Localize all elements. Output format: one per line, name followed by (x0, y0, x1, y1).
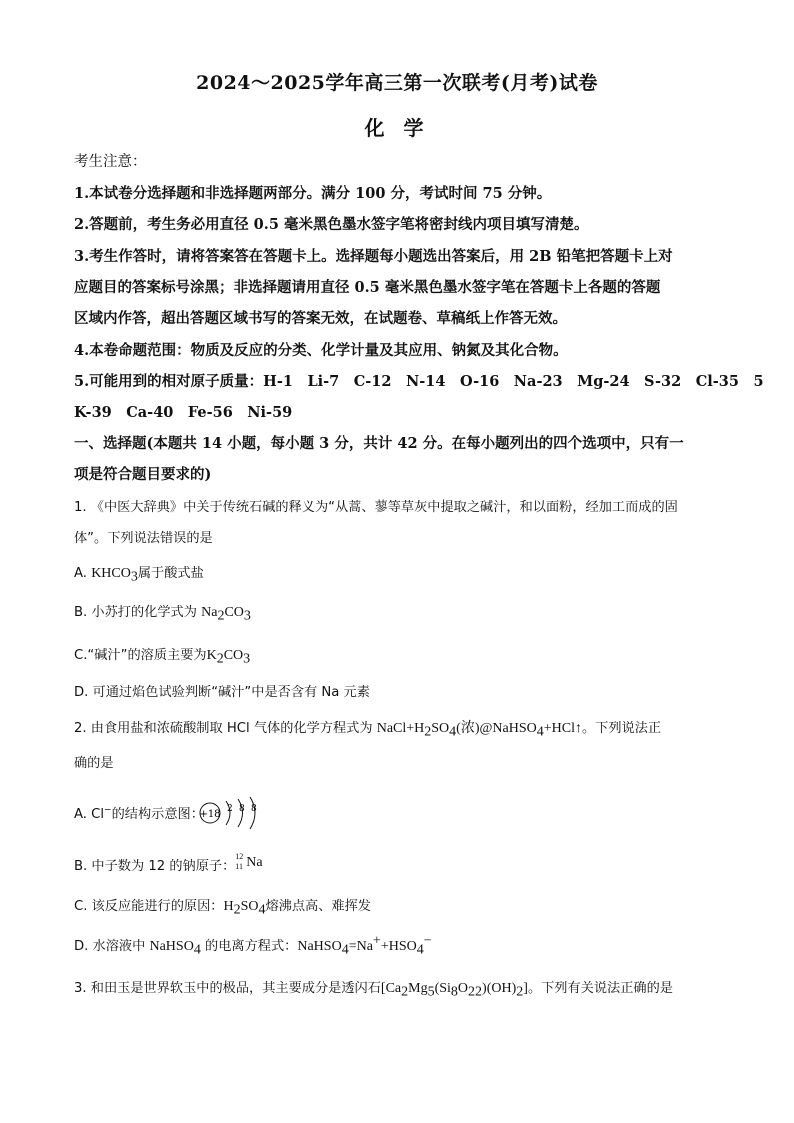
notice-item-3-line2: 应题目的答案标号涂黑；非选择题请用直径 0.5 毫米黑色墨水签字笔在答题卡上各题的答题 (74, 279, 661, 296)
atom-nucleus-charge: +18 (199, 809, 221, 820)
q2-option-d: D. 水溶液中 NaHSO$_4$ 的电离方程式：$NaHSO_4=Na^++HSO_4^-$ (74, 933, 432, 958)
electron-count-3: 8 (251, 804, 257, 814)
q1-stem-line2: 体”。下列说法错误的是 (74, 531, 213, 546)
notice-heading: 考生注意： (74, 154, 147, 170)
electron-count-1: 2 (227, 804, 233, 814)
q2-stem-line2: 确的是 (74, 756, 114, 771)
section-heading-line1: 一、选择题(本题共 14 小题，每小题 3 分，共计 42 分。在每小题列出的四个选项中，只有一 (74, 435, 684, 452)
chloride-ion-structure-diagram (198, 796, 278, 830)
section-heading-line2: 项是符合题目要求的) (74, 466, 212, 483)
q2-option-c: C. 该反应能进行的原因：$H_2SO_4$熔沸点高、难挥发 (74, 899, 371, 918)
q2-option-a: A. Cl−的结构示意图： (74, 805, 204, 822)
exam-title: 2024～2025学年高三第一次联考(月考)试卷 (196, 72, 598, 94)
q1-option-b: B. 小苏打的化学式为 $Na_2CO_3$ (74, 605, 251, 624)
notice-item-5-line2: K-39 Ca-40 Fe-56 Ni-59 (74, 404, 293, 421)
q2-option-b: B. 中子数为 12 的钠原子： 12 11 Na (74, 853, 265, 874)
q2-stem-line1: 2. 由食用盐和浓硫酸制取 HCl 气体的化学方程式为 $NaCl+H_2SO_4$(浓)@NaHSO$_4$+HCl↑。下列说法正 (74, 721, 662, 740)
q1-option-a: A. $KHCO_3$属于酸式盐 (74, 566, 204, 585)
q1-option-d: D. 可通过焰色试验判断“碱汁”中是否含有 Na 元素 (74, 685, 370, 700)
subject-title: 化 学 (364, 116, 430, 140)
notice-item-3-line1: 3.考生作答时，请将答案答在答题卡上。选择题每小题选出答案后，用 2B 铅笔把答题卡上对 (74, 248, 673, 265)
notice-item-3-line3: 区域内作答，超出答题区域书写的答案无效，在试题卷、草稿纸上作答无效。 (74, 310, 567, 327)
notice-item-1: 1.本试卷分选择题和非选择题两部分。满分 100 分，考试时间 75 分钟。 (74, 185, 552, 202)
q1-stem-line1: 1. 《中医大辞典》中关于传统石碱的释义为“从蒿、蓼等草灰中提取之碱汁，和以面粉，经加工而成的固 (74, 500, 678, 515)
notice-item-4: 4.本卷命题范围：物质及反应的分类、化学计量及其应用、钠氮及其化合物。 (74, 342, 568, 359)
electron-count-2: 8 (239, 804, 245, 814)
q3-stem-line1: 3. 和田玉是世界软玉中的极品，其主要成分是透闪石$[Ca_2Mg_5(Si_8O_{22})(OH)_2]$。下列有关说法正确的是 (74, 981, 673, 1000)
sodium-nuclide-symbol: 12 11 Na (235, 852, 263, 871)
q1-option-c: C.“碱汁”的溶质主要为$K_2CO_3$ (74, 648, 251, 667)
notice-item-2: 2.答题前，考生务必用直径 0.5 毫米黑色墨水签字笔将密封线内项目填写清楚。 (74, 216, 589, 233)
notice-item-5-line1: 5.可能用到的相对原子质量：H-1 Li-7 C-12 N-14 O-16 Na-23 Mg-24 S-32 Cl-35 5 (74, 373, 764, 390)
